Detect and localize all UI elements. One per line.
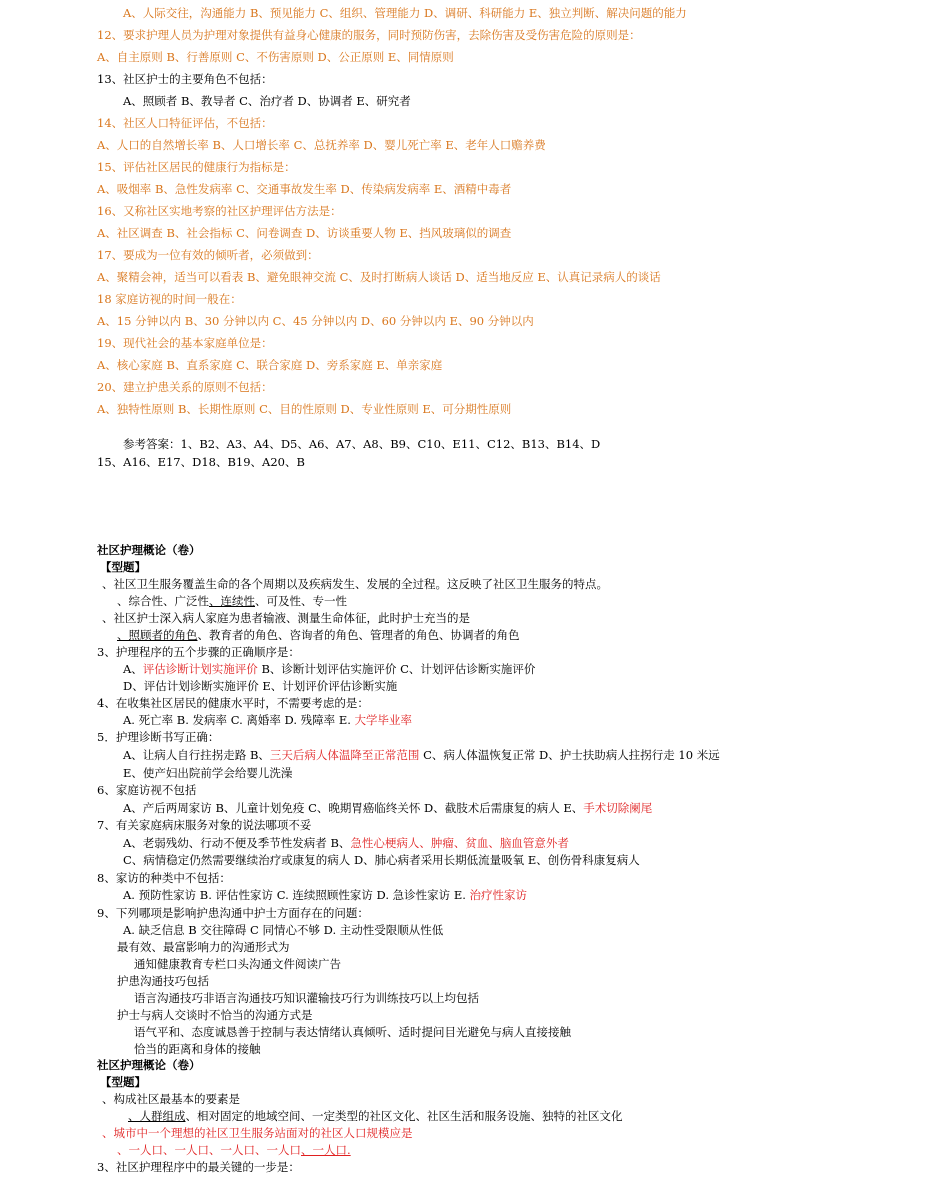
option-line-13: A、照顾者 B、教导者 C、治疗者 D、协调者 E、研究者 [123, 94, 411, 108]
s1-question-7: 7、有关家庭病床服务对象的说法哪项不妥 [97, 818, 312, 832]
answer-key-line-1: 参考答案：1、B2、A3、A4、D5、A6、A7、A8、B9、C10、E11、C12、B13、B14、D [123, 437, 601, 451]
question-17: 17、要成为一位有效的倾听者，必须做到： [97, 248, 319, 262]
s1-options-3a: A、评估诊断计划实施评价 B、诊断计划评估实施评价 C、计划评估诊断实施评价 [123, 662, 536, 676]
option-line-12: A、自主原则 B、行善原则 C、不伤害原则 D、公正原则 E、同情原则 [97, 50, 454, 64]
question-19: 19、现代社会的基本家庭单位是： [97, 336, 273, 350]
section-title-2: 社区护理概论（卷） [97, 1058, 201, 1072]
question-type-label-2: 【型题】 [100, 1075, 146, 1089]
s1-options-6: A、产后两周家访 B、儿童计划免疫 C、晚期胃癌临终关怀 D、截肢术后需康复的病人 E、手术切除阑尾 [123, 801, 653, 815]
s1-options-5a: A、让病人自行拄拐走路 B、三天后病人体温降至正常范围 C、病人体温恢复正常 D、护士扶助病人拄拐行走 10 米远 [123, 748, 720, 762]
question-12: 12、要求护理人员为护理对象提供有益身心健康的服务，同时预防伤害，去除伤害及受伤害危险的原则是： [97, 28, 641, 42]
s1-options-4: A. 死亡率 B. 发病率 C. 离婚率 D. 残障率 E. 大学毕业率 [123, 713, 413, 727]
s2-question-3: 3、社区护理程序中的最关键的一步是： [97, 1160, 300, 1174]
s1-question-6: 6、家庭访视不包括 [97, 783, 197, 797]
option-line-17: A、聚精会神，适当可以看表 B、避免眼神交流 C、及时打断病人谈话 D、适当地反应 E、认真记录病人的谈话 [97, 270, 661, 284]
section-title-1: 社区护理概论（卷） [97, 543, 201, 557]
s1-question-8: 8、家访的种类中不包括： [97, 871, 231, 885]
s1-question-1: 、社区卫生服务覆盖生命的各个周期以及疾病发生、发展的全过程。这反映了社区卫生服务的特点。 [102, 577, 608, 591]
s1-options-9: A. 缺乏信息 B 交往障碍 C 同情心不够 D. 主动性受限顺从性低 [123, 923, 444, 937]
question-18: 18 家庭访视的时间一般在： [97, 292, 242, 306]
question-20: 20、建立护患关系的原则不包括： [97, 380, 273, 394]
question-14: 14、社区人口特征评估，不包括： [97, 116, 273, 130]
s2-question-2: 、城市中一个理想的社区卫生服务站面对的社区人口规模应是 [102, 1126, 413, 1140]
s1-question-5: 5．护理诊断书写正确： [97, 730, 220, 744]
s1-options-7b: C、病情稳定仍然需要继续治疗或康复的病人 D、肺心病者采用长期低流量吸氧 E、创伤骨科康复病人 [123, 853, 640, 867]
question-type-label-1: 【型题】 [100, 560, 146, 574]
question-15: 15、评估社区居民的健康行为指标是： [97, 160, 296, 174]
option-line-11: A、人际交往，沟通能力 B、预见能力 C、组织、管理能力 D、调研、科研能力 E、独立判断、解决问题的能力 [123, 6, 687, 20]
s1-options-5b: E、使产妇出院前学会给婴儿洗澡 [123, 766, 293, 780]
option-line-19: A、核心家庭 B、直系家庭 C、联合家庭 D、旁系家庭 E、单亲家庭 [97, 358, 443, 372]
s1-options-2: 、照顾者的角色、教育者的角色、咨询者的角色、管理者的角色、协调者的角色 [117, 628, 520, 642]
s1-question-11: 护患沟通技巧包括 [117, 974, 209, 988]
s1-question-2: 、社区护士深入病人家庭为患者输液、测量生命体征，此时护士充当的是 [102, 611, 470, 625]
option-line-15: A、吸烟率 B、急性发病率 C、交通事故发生率 D、传染病发病率 E、酒精中毒者 [97, 182, 512, 196]
option-line-18: A、15 分钟以内 B、30 分钟以内 C、45 分钟以内 D、60 分钟以内 E、90 分钟以内 [97, 314, 534, 328]
option-line-16: A、社区调查 B、社会指标 C、问卷调查 D、访谈重要人物 E、挡风玻璃似的调查 [97, 226, 512, 240]
s1-question-9: 9、下列哪项是影响护患沟通中护士方面存在的问题： [97, 906, 369, 920]
s1-options-10: 通知健康教育专栏口头沟通文件阅读广告 [134, 957, 341, 971]
s1-options-8: A. 预防性家访 B. 评估性家访 C. 连续照顾性家访 D. 急诊性家访 E. 治疗性家访 [123, 888, 528, 902]
s1-options-12a: 语气平和、态度诚恳善于控制与表达情绪认真倾听、适时提问目光避免与病人直接接触 [134, 1025, 571, 1039]
s2-options-1: 、人群组成、相对固定的地域空间、一定类型的社区文化、社区生活和服务设施、独特的社区文化 [128, 1109, 623, 1123]
s1-options-12b: 恰当的距离和身体的接触 [134, 1042, 261, 1056]
s2-options-2: 、一人口、一人口、一人口、一人口、一人口. [117, 1143, 351, 1157]
s1-question-3: 3、护理程序的五个步骤的正确顺序是： [97, 645, 300, 659]
s1-options-11: 语言沟通技巧非语言沟通技巧知识灌输技巧行为训练技巧以上均包括 [134, 991, 479, 1005]
question-16: 16、又称社区实地考察的社区护理评估方法是： [97, 204, 342, 218]
s1-options-7a: A、老弱残幼、行动不便及季节性发病者 B、急性心梗病人、肿瘤、贫血、脑血管意外者 [123, 836, 569, 850]
answer-key-line-2: 15、A16、E17、D18、B19、A20、B [97, 455, 305, 469]
s1-options-1: 、综合性、广泛性、连续性、可及性、专一性 [117, 594, 347, 608]
s1-question-12: 护士与病人交谈时不恰当的沟通方式是 [117, 1008, 313, 1022]
s2-question-1: 、构成社区最基本的要素是 [102, 1092, 240, 1106]
s1-options-3b: D、评估计划诊断实施评价 E、计划评价评估诊断实施 [123, 679, 398, 693]
question-13: 13、社区护士的主要角色不包括： [97, 72, 273, 86]
s1-question-4: 4、在收集社区居民的健康水平时，不需要考虑的是： [97, 696, 369, 710]
option-line-14: A、人口的自然增长率 B、人口增长率 C、总抚养率 D、婴儿死亡率 E、老年人口赡养费 [97, 138, 546, 152]
option-line-20: A、独特性原则 B、长期性原则 C、目的性原则 D、专业性原则 E、可分期性原则 [97, 402, 512, 416]
s1-question-10: 最有效、最富影响力的沟通形式为 [117, 940, 290, 954]
